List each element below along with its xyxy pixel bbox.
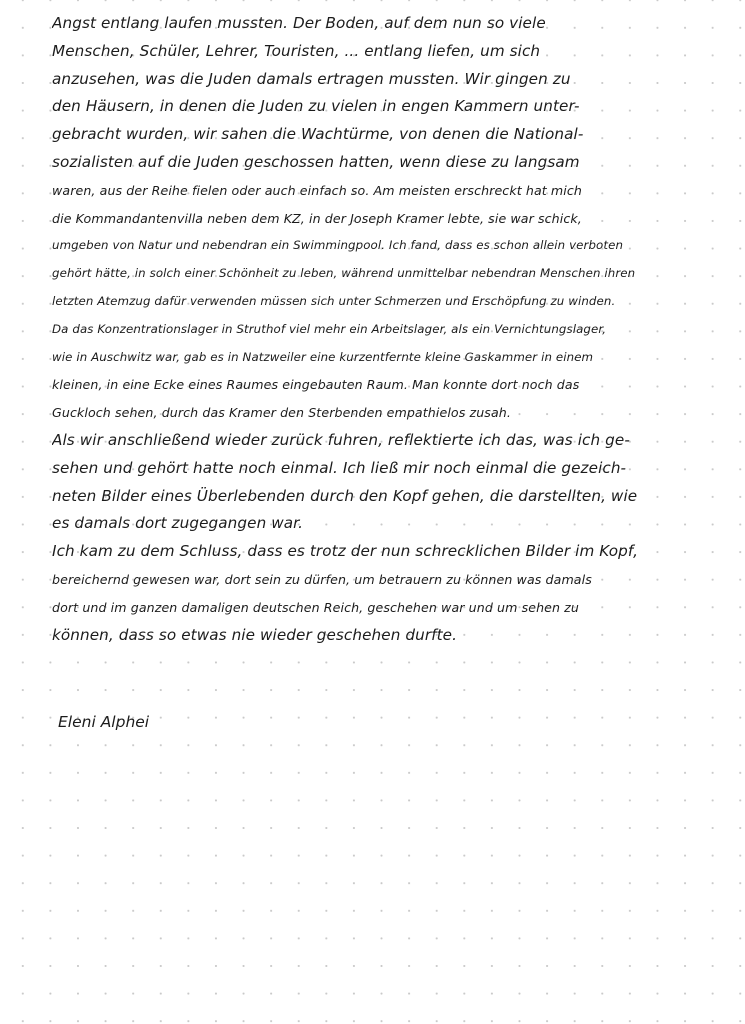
text-line: die Kommandantenvilla neben dem KZ, in der Joseph Kramer lebte, sie war schick, [52,210,582,226]
text-line: Angst entlang laufen mussten. Der Boden, auf dem nun so viele [52,14,546,32]
text-line: waren, aus der Reihe fielen oder auch einfach so. Am meisten erschreckt hat mich [52,182,582,198]
signature: Eleni Alphei [58,713,150,731]
text-line: wie in Auschwitz war, gab es in Natzweiler eine kurzentfernte kleine Gaskammer in einem [52,349,594,364]
text-line: letzten Atemzug dafür verwenden müssen sich unter Schmerzen und Erschöpfung zu winden. [52,293,616,308]
text-line: umgeben von Natur und nebendran ein Swimmingpool. Ich fand, dass es schon allein verboten [52,238,624,253]
text-line: es damals dort zugegangen war. [52,514,304,533]
text-line: neten Bilder eines Überlebenden durch den Kopf gehen, die darstellten, wie [52,486,638,505]
text-line: Guckloch sehen, durch das Kramer den Sterbenden empathielos zusah. [52,405,511,421]
text-line: den Häusern, in denen die Juden zu vielen in engen Kammern unter- [52,97,580,116]
text-line: anzusehen, was die Juden damals ertragen mussten. Wir gingen zu [52,69,571,88]
text-line: Als wir anschließend wieder zurück fuhren, reflektierte ich das, was ich ge- [52,430,630,449]
text-line: gehört hätte, in solch einer Schönheit zu leben, während unmittelbar nebendran Menschen ihren [52,266,636,281]
text-line: sehen und gehört hatte noch einmal. Ich ließ mir noch einmal die gezeich- [52,458,627,477]
text-line: Ich kam zu dem Schluss, dass es trotz der nun schrecklichen Bilder im Kopf, [52,542,639,561]
text-line: dort und im ganzen damaligen deutschen Reich, geschehen war und um sehen zu [52,599,579,615]
text-line: sozialisten auf die Juden geschossen hatten, wenn diese zu langsam [52,152,580,171]
handwritten-text [52,10,712,649]
text-line: Da das Konzentrationslager in Struthof viel mehr ein Arbeitslager, als ein Vernichtungslager, [52,321,607,336]
text-line: bereichernd gewesen war, dort sein zu dürfen, um betrauern zu können was damals [52,571,592,587]
text-line: kleinen, in eine Ecke eines Raumes eingebauten Raum. Man konnte dort noch das [52,377,580,393]
text-line: können, dass so etwas nie wieder geschehen durfte. [52,625,458,644]
text-line: Menschen, Schüler, Lehrer, Touristen, ... entlang liefen, um sich [52,41,541,60]
text-line: gebracht wurden, wir sahen die Wachtürme, von denen die National- [52,125,584,144]
